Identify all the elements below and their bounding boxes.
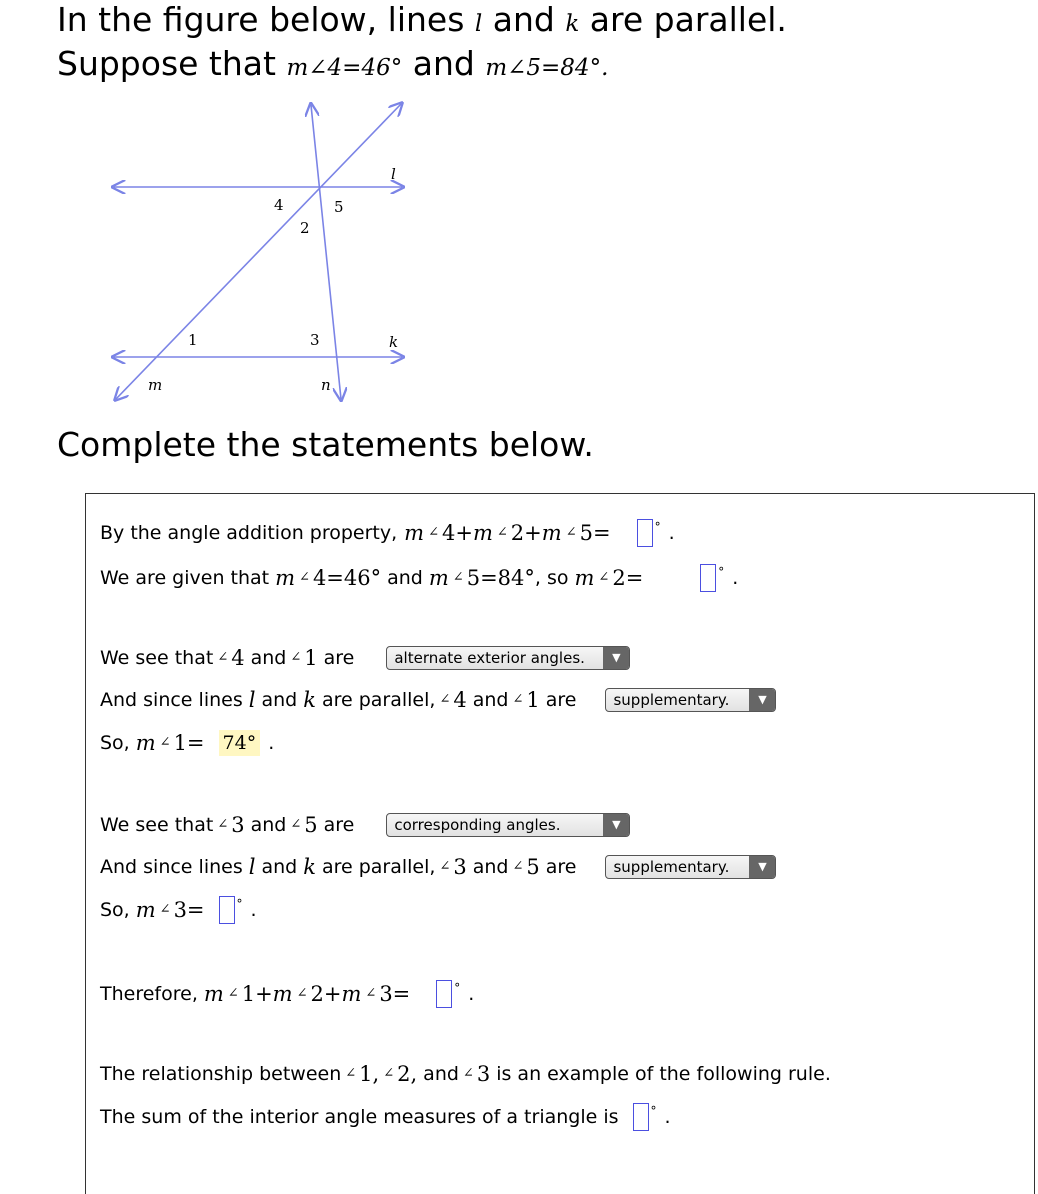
- s7-and2: and: [472, 856, 509, 878]
- statement-triangle-sum: [100, 980, 474, 1008]
- angle-pair-type-dropdown-1[interactable]: [386, 646, 630, 670]
- angle-symbol: ∠: [296, 986, 308, 1001]
- question-and: and: [492, 0, 555, 39]
- question-and-2: and: [412, 44, 475, 83]
- degree-sign: °: [650, 1104, 657, 1118]
- s7-are: are: [545, 856, 577, 878]
- s3-are: are: [323, 647, 355, 669]
- angle-symbol: ∠: [299, 570, 310, 585]
- s2-m1: m: [275, 566, 296, 590]
- s9-text: Therefore,: [100, 983, 198, 1005]
- s4-num1: 1: [526, 688, 540, 712]
- angle-symbol: ∠: [227, 986, 239, 1001]
- angle-symbol: ∠: [512, 692, 524, 707]
- s10-and: and: [423, 1063, 459, 1085]
- period: .: [268, 732, 275, 754]
- s9-num1: 1: [241, 982, 256, 1006]
- angle-symbol: ∠: [462, 1066, 474, 1081]
- statement-angles-3-5-type: [100, 812, 630, 838]
- s8-m: m: [135, 898, 156, 922]
- s6-text: We see that: [100, 814, 214, 836]
- dropdown-value: alternate exterior angles.: [394, 649, 585, 667]
- s8-so: So,: [100, 899, 130, 921]
- s2-and: and: [387, 567, 423, 589]
- s9-num3: 3=: [379, 982, 411, 1006]
- question-line-1: [57, 0, 787, 44]
- s2-value4: 4=46°: [312, 566, 382, 590]
- angle-symbol: ∠: [496, 525, 508, 540]
- statement-angles-3-5-relation: [100, 854, 776, 880]
- s4-text2: are parallel,: [321, 689, 436, 711]
- s1-equals: =: [592, 521, 611, 545]
- question-line-2: [57, 44, 608, 88]
- parallel-lines-figure: [108, 97, 408, 402]
- dropdown-value: supplementary.: [613, 691, 730, 709]
- angle-symbol: ∠: [159, 735, 171, 750]
- angle-sum-total-input[interactable]: [436, 980, 452, 1008]
- angle-symbol: ∠: [452, 570, 464, 585]
- triangle-sum-input[interactable]: [633, 1103, 649, 1131]
- statement-angle-addition: [100, 519, 675, 547]
- s7-line-k: k: [303, 855, 316, 879]
- s3-and: and: [250, 647, 287, 669]
- s10-num2: 2,: [397, 1062, 418, 1086]
- angle-symbol: ∠: [598, 570, 610, 585]
- angle-symbol: ∠: [290, 817, 302, 832]
- statement-given: [100, 564, 738, 592]
- question-suppose: Suppose that: [57, 44, 276, 83]
- s2-num2: 2=: [612, 566, 644, 590]
- angle-3-label: 3: [310, 331, 320, 349]
- question-text-end: are parallel.: [589, 0, 787, 39]
- s7-num5: 5: [526, 855, 540, 879]
- label-m: m: [148, 376, 163, 394]
- angle-sum-input[interactable]: [637, 519, 653, 547]
- period: .: [468, 983, 475, 1005]
- label-k: k: [389, 333, 399, 351]
- s11-text: The sum of the interior angle measures of a triangle is: [100, 1106, 619, 1128]
- s9-plus2: +: [323, 982, 342, 1006]
- degree-sign: °: [236, 897, 243, 911]
- s4-line-k: k: [303, 688, 316, 712]
- s9-m3: m: [341, 982, 362, 1006]
- angle-symbol: ∠: [512, 859, 524, 874]
- period: .: [732, 567, 739, 589]
- angle-1-label: 1: [188, 331, 198, 349]
- s2-m3: m: [574, 566, 595, 590]
- angle-symbol: ∠: [290, 650, 302, 665]
- angle-2-input[interactable]: [700, 564, 716, 592]
- angle-symbol: ∠: [345, 1066, 357, 1081]
- statement-angle-3-value: [100, 896, 257, 924]
- s9-plus1: +: [255, 982, 273, 1006]
- angle-pair-type-dropdown-2[interactable]: [386, 813, 630, 837]
- s5-m: m: [135, 731, 156, 755]
- s5-so: So,: [100, 732, 130, 754]
- dropdown-arrow-icon: ▼: [749, 689, 775, 711]
- s4-and: and: [261, 689, 298, 711]
- angle-symbol: ∠: [159, 902, 171, 917]
- angle-relation-dropdown-2[interactable]: [605, 855, 776, 879]
- statement-angles-4-1-relation: [100, 687, 776, 713]
- period: .: [664, 1106, 671, 1128]
- angle-symbol: ∠: [383, 1066, 395, 1081]
- dropdown-arrow-icon: ▼: [603, 647, 629, 669]
- transversal-m: [116, 104, 401, 399]
- question-text: In the figure below, lines: [57, 0, 465, 39]
- angle-symbol: ∠: [365, 986, 377, 1001]
- angle-symbol: ∠: [439, 692, 451, 707]
- s6-are: are: [323, 814, 355, 836]
- s7-num3: 3: [453, 855, 467, 879]
- s4-and2: and: [472, 689, 509, 711]
- s4-line-l: l: [248, 688, 256, 712]
- s3-num1: 1: [304, 646, 318, 670]
- s1-m2: m: [472, 521, 493, 545]
- s7-text: And since lines: [100, 856, 243, 878]
- s6-num5: 5: [304, 813, 318, 837]
- s2-text: We are given that: [100, 567, 270, 589]
- degree-sign: °: [718, 565, 725, 579]
- s1-num5: 5: [579, 521, 593, 545]
- statement-angles-4-1-type: [100, 645, 630, 671]
- statement-triangle-rule: [100, 1103, 671, 1131]
- s9-num2: 2: [310, 982, 324, 1006]
- given-angle-5: m∠5=84°.: [485, 55, 609, 81]
- s1-plus1: +: [455, 521, 473, 545]
- s6-and: and: [250, 814, 287, 836]
- s1-m3: m: [541, 521, 562, 545]
- label-n: n: [321, 376, 331, 394]
- s7-line-l: l: [248, 855, 256, 879]
- angle-1-answer[interactable]: 74°: [219, 730, 261, 756]
- label-l: l: [391, 165, 396, 183]
- period: .: [250, 899, 257, 921]
- s1-plus2: +: [524, 521, 542, 545]
- s5-num1: 1=: [173, 731, 205, 755]
- s7-text2: are parallel,: [321, 856, 436, 878]
- complete-heading: Complete the statements below.: [57, 425, 594, 464]
- s2-m2: m: [428, 566, 449, 590]
- statement-angle-1-value: [100, 730, 274, 756]
- s2-value5: 5=84°: [466, 566, 535, 590]
- s1-text: By the angle addition property,: [100, 522, 398, 544]
- s10-num3: 3: [476, 1062, 491, 1086]
- statement-relationship: [100, 1061, 831, 1087]
- transversal-n: [311, 105, 341, 399]
- angle-symbol: ∠: [428, 525, 439, 540]
- angle-relation-dropdown-1[interactable]: [605, 688, 776, 712]
- angle-4-label: 4: [274, 196, 284, 214]
- dropdown-value: supplementary.: [613, 858, 730, 876]
- angle-5-label: 5: [334, 198, 344, 216]
- s10-text: The relationship between: [100, 1063, 342, 1085]
- degree-sign: °: [654, 520, 661, 534]
- s2-so: , so: [534, 567, 569, 589]
- s10-num1: 1,: [359, 1062, 380, 1086]
- dropdown-value: corresponding angles.: [394, 816, 561, 834]
- s9-m1: m: [203, 982, 224, 1006]
- angle-symbol: ∠: [217, 650, 229, 665]
- degree-sign: °: [454, 981, 461, 995]
- dropdown-arrow-icon: ▼: [603, 814, 629, 836]
- s8-num3: 3=: [173, 898, 205, 922]
- s1-num2: 2: [510, 521, 525, 545]
- angle-symbol: ∠: [439, 859, 451, 874]
- line-l-label: l: [474, 11, 483, 37]
- statements-box: [85, 493, 1035, 1194]
- angle-symbol: ∠: [565, 525, 577, 540]
- s6-num3: 3: [231, 813, 245, 837]
- line-k-label: k: [565, 11, 580, 37]
- s7-and: and: [261, 856, 298, 878]
- s3-num4: 4: [231, 646, 245, 670]
- s10-text2: is an example of the following rule.: [496, 1063, 831, 1085]
- angle-2-label: 2: [300, 219, 310, 237]
- period: .: [668, 522, 675, 544]
- given-angle-4: m∠4=46°: [286, 55, 403, 81]
- angle-symbol: ∠: [217, 817, 229, 832]
- s1-m1: m: [404, 521, 425, 545]
- s4-text: And since lines: [100, 689, 243, 711]
- s1-num4: 4: [441, 521, 456, 545]
- s3-text: We see that: [100, 647, 214, 669]
- s4-are: are: [545, 689, 577, 711]
- s4-num4: 4: [453, 688, 467, 712]
- s9-m2: m: [272, 982, 293, 1006]
- angle-3-input[interactable]: [219, 896, 235, 924]
- dropdown-arrow-icon: ▼: [749, 856, 775, 878]
